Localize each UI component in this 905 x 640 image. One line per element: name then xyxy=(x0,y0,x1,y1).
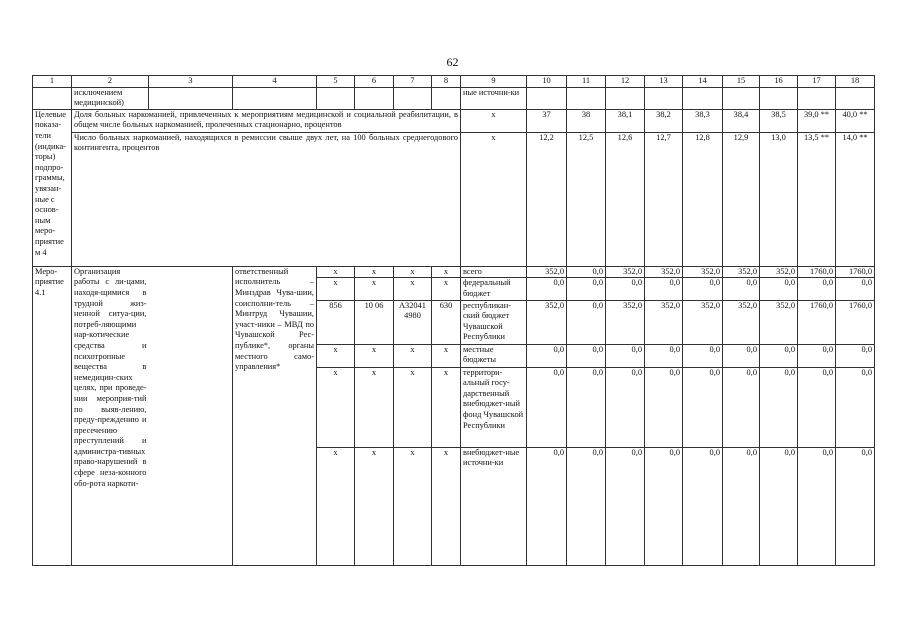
funding-value: 0,0 xyxy=(567,447,606,565)
continuation-row xyxy=(33,87,875,109)
indicator-text: Доля больных наркоманией, привлеченных к мероприятиям медицинской и социальной реабилитации, в общем числе больных наркоманией, пролеченных стационарно, процентов xyxy=(72,109,461,132)
header-cell: 1 xyxy=(33,76,72,88)
header-cell: 18 xyxy=(836,76,875,88)
column-number-row xyxy=(33,76,875,88)
code-cell: x xyxy=(432,447,461,565)
measure-executor: ответственный исполнитель – Минздрав Чува-шии, соисполни-тель – Минтруд Чувашии, участ-ники – МВД по Чувашской Рес-публике*, органы местного само-управления* xyxy=(233,266,317,565)
funding-value: 0,0 xyxy=(798,278,836,300)
funding-source: всего xyxy=(461,266,527,278)
measure-name: Организация работы с ли-цами, находя-щимися в трудной жиз-ненной ситуа-ции, потреб-ляющими нар-котические средства и психотропные вещества в немедицин-ских целях, при проведе-нии мероприя-тий по выяв-лению, преду-преждению и пресечению преступлений и администра-тивных право-нарушений в сфере неза-конного обо-рота наркоти- xyxy=(72,266,149,565)
funding-value: 352,0 xyxy=(606,300,645,344)
code-cell: x xyxy=(394,344,432,367)
funding-value: 352,0 xyxy=(723,300,760,344)
indicator-value: 12,6 xyxy=(606,132,645,266)
code-cell: x xyxy=(355,278,394,300)
header-cell: 11 xyxy=(567,76,606,88)
funding-value: 0,0 xyxy=(683,344,723,367)
header-cell: 12 xyxy=(606,76,645,88)
funding-value: 352,0 xyxy=(527,300,567,344)
funding-source: внебюджет-ные источни-ки xyxy=(461,447,527,565)
indicator-row xyxy=(33,132,875,266)
funding-value: 0,0 xyxy=(798,447,836,565)
header-cell: 6 xyxy=(355,76,394,88)
indicator-value: 13,0 xyxy=(760,132,798,266)
indicator-value: 39,0 ** xyxy=(798,109,836,132)
code-cell: x xyxy=(317,447,355,565)
indicator-value: 38,5 xyxy=(760,109,798,132)
funding-value: 0,0 xyxy=(723,278,760,300)
header-cell: 17 xyxy=(798,76,836,88)
indicator-value: 13,5 ** xyxy=(798,132,836,266)
funding-value: 352,0 xyxy=(645,300,683,344)
funding-value: 0,0 xyxy=(567,367,606,447)
funding-value: 1760,0 xyxy=(836,300,875,344)
funding-value: 1760,0 xyxy=(798,266,836,278)
code-cell: x xyxy=(432,344,461,367)
code-cell: x xyxy=(355,266,394,278)
code-cell: x xyxy=(355,344,394,367)
indicator-value: 38 xyxy=(567,109,606,132)
header-cell: 8 xyxy=(432,76,461,88)
indicator-value: 40,0 ** xyxy=(836,109,875,132)
header-cell: 4 xyxy=(233,76,317,88)
code-cell: x xyxy=(317,266,355,278)
funding-value: 352,0 xyxy=(723,266,760,278)
funding-value: 0,0 xyxy=(723,367,760,447)
funding-source: федеральный бюджет xyxy=(461,278,527,300)
funding-value: 0,0 xyxy=(760,447,798,565)
indicator-value: 14,0 ** xyxy=(836,132,875,266)
funding-value: 0,0 xyxy=(645,447,683,565)
header-cell: 15 xyxy=(723,76,760,88)
continuation-source-text: ные источни-ки xyxy=(461,87,527,109)
funding-value: 0,0 xyxy=(567,300,606,344)
indicator-value: 38,3 xyxy=(683,109,723,132)
header-cell: 5 xyxy=(317,76,355,88)
header-cell: 10 xyxy=(527,76,567,88)
funding-value: 0,0 xyxy=(683,278,723,300)
funding-value: 0,0 xyxy=(645,278,683,300)
code-cell: x xyxy=(355,367,394,447)
funding-value: 0,0 xyxy=(836,344,875,367)
funding-source: местные бюджеты xyxy=(461,344,527,367)
code-cell: x xyxy=(394,447,432,565)
funding-source: территори-альный госу-дарственный внебюджет-ный фонд Чувашской Республики xyxy=(461,367,527,447)
indicator-value: 12,8 xyxy=(683,132,723,266)
program-table xyxy=(32,75,875,566)
funding-value: 0,0 xyxy=(723,344,760,367)
funding-value: 1760,0 xyxy=(798,300,836,344)
indicator-value: 37 xyxy=(527,109,567,132)
funding-value: 352,0 xyxy=(683,300,723,344)
code-cell: x xyxy=(317,278,355,300)
funding-value: 0,0 xyxy=(683,447,723,565)
funding-value: 352,0 xyxy=(760,266,798,278)
page-number: 62 xyxy=(446,55,459,69)
funding-value: 0,0 xyxy=(527,344,567,367)
header-cell: 13 xyxy=(645,76,683,88)
funding-value: 0,0 xyxy=(527,367,567,447)
code-cell: x xyxy=(355,447,394,565)
code-cell: 10 06 xyxy=(355,300,394,344)
funding-value: 352,0 xyxy=(645,266,683,278)
funding-value: 1760,0 xyxy=(836,266,875,278)
funding-value: 0,0 xyxy=(606,447,645,565)
indicator-source: x xyxy=(461,109,527,132)
code-cell: x xyxy=(432,266,461,278)
indicator-value: 38,4 xyxy=(723,109,760,132)
measure-label: Меро-приятие 4.1 xyxy=(33,266,72,565)
code-cell: 630 xyxy=(432,300,461,344)
funding-value: 0,0 xyxy=(527,447,567,565)
header-cell: 14 xyxy=(683,76,723,88)
funding-value: 0,0 xyxy=(683,367,723,447)
indicator-value: 38,2 xyxy=(645,109,683,132)
funding-value: 0,0 xyxy=(606,367,645,447)
funding-value: 352,0 xyxy=(683,266,723,278)
funding-value: 352,0 xyxy=(760,300,798,344)
funding-value: 0,0 xyxy=(606,278,645,300)
indicator-value: 12,2 xyxy=(527,132,567,266)
funding-value: 0,0 xyxy=(645,344,683,367)
funding-value: 0,0 xyxy=(567,278,606,300)
header-cell: 3 xyxy=(149,76,233,88)
code-cell: x xyxy=(394,266,432,278)
indicator-source: x xyxy=(461,132,527,266)
indicator-text: Число больных наркоманией, находящихся в ремиссии свыше двух лет, на 100 больных среднегодового контингента, процентов xyxy=(72,132,461,266)
funding-value: 352,0 xyxy=(606,266,645,278)
funding-value: 0,0 xyxy=(798,344,836,367)
funding-value: 0,0 xyxy=(567,344,606,367)
indicator-row xyxy=(33,109,875,132)
funding-value: 0,0 xyxy=(723,447,760,565)
code-cell: x xyxy=(317,344,355,367)
code-cell: 856 xyxy=(317,300,355,344)
funding-value: 0,0 xyxy=(836,447,875,565)
code-cell: x xyxy=(317,367,355,447)
header-cell: 16 xyxy=(760,76,798,88)
code-cell: x xyxy=(432,367,461,447)
funding-row xyxy=(33,266,875,278)
header-cell: 9 xyxy=(461,76,527,88)
indicator-value: 12,7 xyxy=(645,132,683,266)
funding-value: 0,0 xyxy=(760,278,798,300)
funding-value: 0,0 xyxy=(760,367,798,447)
code-cell: x xyxy=(432,278,461,300)
funding-value: 0,0 xyxy=(760,344,798,367)
funding-value: 0,0 xyxy=(798,367,836,447)
code-cell: x xyxy=(394,367,432,447)
indicator-value: 12,5 xyxy=(567,132,606,266)
funding-value: 0,0 xyxy=(527,278,567,300)
header-cell: 2 xyxy=(72,76,149,88)
funding-value: 0,0 xyxy=(606,344,645,367)
code-cell: x xyxy=(394,278,432,300)
header-cell: 7 xyxy=(394,76,432,88)
indicator-section-label: Целевые показа-тели (индика-торы) подпро-граммы, увязан-ные с основ-ным меро-приятием 4 xyxy=(33,109,72,266)
funding-value: 0,0 xyxy=(836,278,875,300)
indicator-value: 12,9 xyxy=(723,132,760,266)
funding-value: 352,0 xyxy=(527,266,567,278)
funding-value: 0,0 xyxy=(567,266,606,278)
funding-value: 0,0 xyxy=(645,367,683,447)
indicator-value: 38,1 xyxy=(606,109,645,132)
funding-source: республикан-ский бюджет Чувашской Республики xyxy=(461,300,527,344)
funding-value: 0,0 xyxy=(836,367,875,447)
continuation-measure-text: исключением медицинской) xyxy=(72,87,149,109)
code-cell: А32041 4980 xyxy=(394,300,432,344)
